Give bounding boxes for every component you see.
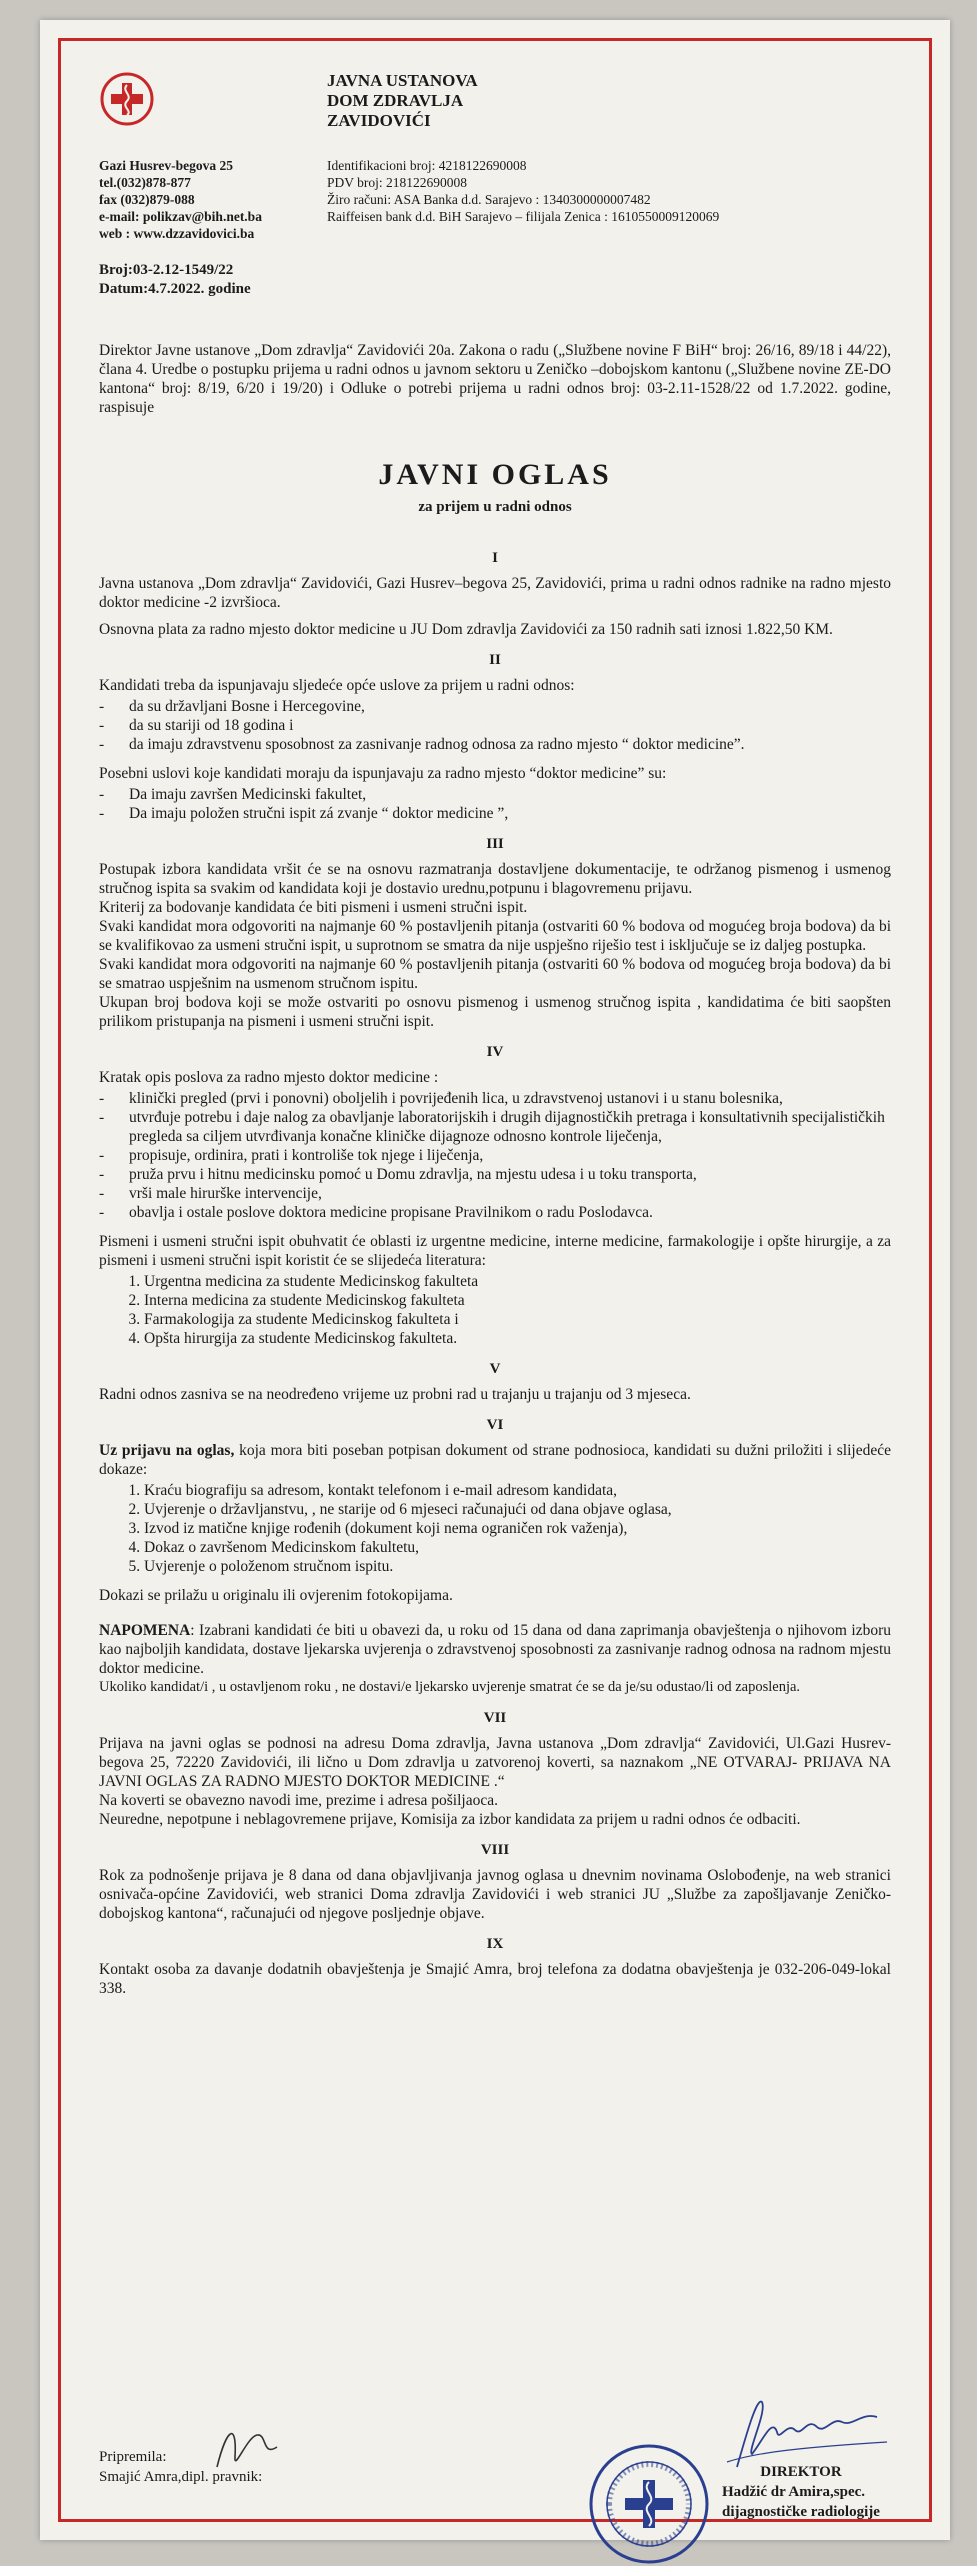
rejection-paragraph: Neuredne, nepotpune i neblagovremene prijave, Komisija za izbor kandidata za prijem u radni odnos će odbaciti. [99, 1811, 801, 1828]
official-stamp [587, 2442, 711, 2566]
list-item: - klinički pregled (prvi i ponovni) oboljelih i povrijeđenih lica, u zdravstvenoj ustanovi i u stanu bolesnika, [129, 1089, 891, 1108]
list-item: - da imaju zdravstvenu sposobnost za zasnivanje radnog odnosa za radno mjesto “ doktor medicine”. [129, 735, 891, 754]
director-block [722, 2462, 880, 2522]
document-body [99, 341, 891, 2006]
list-item: 2. Interna medicina za studente Medicinskog fakulteta [144, 1291, 891, 1310]
list-item: - propisuje, ordinira, prati i kontroliše tok njege i liječenja, [129, 1146, 891, 1165]
written-exam-paragraph: Svaki kandidat mora odgovoriti na najmanje 60 % postavljenih pitanja (ostvariti 60 % bodova od mogućeg broja bodova) da bi se kvalifikovao za usmeni stručni ispit, u suprotnom se smatra da nije uspješno riješio test i isključuje se iz daljeg postupka. [99, 918, 891, 954]
list-item: - obavlja i ostale poslove doktora medicine propisane Pravilnikom o radu Poslodavca. [129, 1203, 891, 1222]
section-heading-1: I [492, 550, 498, 566]
points-paragraph: Ukupan broj bodova koji se može ostvariti po osnovu pismenog i usmenog stručnog ispita , kandidatima će biti saopšten prilikom pristupanja na pismeni i usmeni stručni ispit. [99, 994, 891, 1030]
application-intro: Uz prijavu na oglas, koja mora biti poseban potpisan dokument od strane podnosioca, kandidati su dužni priložiti i slijedeće dokaze: [99, 1442, 891, 1478]
duties-list [99, 1089, 891, 1222]
director-name: Hadžić dr Amira,spec. [722, 2484, 866, 2500]
institution-name: JAVNA USTANOVA DOM ZDRAVLJA ZAVIDOVIĆI [327, 71, 478, 130]
document-page [40, 20, 950, 2540]
list-item: 1. Urgentna medicina za studente Medicinskog fakulteta [144, 1272, 891, 1291]
list-item: - utvrđuje potrebu i daje nalog za obavljanje laboratorijskih i drugih dijagnostičkih pretraga i konsultativnih specijalističkih pregleda sa ciljem utvrđivanja konačne kliničke dijagnoze odnosno kontrole liječenja, [129, 1108, 891, 1146]
director-signature [717, 2392, 897, 2472]
list-item: 2. Uvjerenje o državljanstvu, , ne starije od 6 mjeseci računajući od dana objave oglasa, [144, 1500, 891, 1519]
list-item: 3. Farmakologija za studente Medicinskog fakulteta i [144, 1310, 891, 1329]
director-title: dijagnostičke radiologije [722, 2504, 880, 2520]
envelope-paragraph: Na koverti se obavezno navodi ime, prezime i adresa pošiljaoca. [99, 1792, 498, 1809]
list-item: - vrši male hirurške intervencije, [129, 1184, 891, 1203]
document-reference [99, 261, 251, 299]
submission-paragraph: Prijava na javni oglas se podnosi na adresu Doma zdravlja, Javna ustanova „Dom zdravlja“ Zavidovići, Ul.Gazi Husrev-begova 25, 72220 Zavidovići, ili lično u Dom zdravlja u zatvorenoj koverti, sa naznakom „NE OTVARAJ- PRIJAVA NA JAVNI OGLAS ZA RADNO MJESTO DOKTOR MEDICINE .“ [99, 1735, 891, 1790]
section-heading-5: V [489, 1361, 501, 1377]
section-heading-2: II [489, 652, 501, 668]
special-conditions-list [99, 785, 891, 823]
list-item: - da su državljani Bosne i Hercegovine, [129, 697, 891, 716]
list-item: - pruža prvu i hitnu medicinsku pomoć u Domu zdravlja, na mjestu udesa i u toku transporta, [129, 1165, 891, 1184]
oral-exam-paragraph: Svaki kandidat mora odgovoriti na najmanje 60 % postavljenih pitanja (ostvariti 60 % bodova od mogućeg broja bodova) da bi se smatrao uspješnim na usmenom stručnom ispitu. [99, 956, 891, 992]
contact-person-paragraph: Kontakt osoba za davanje dodatnih obavještenja je Smajić Amra, broj telefona za dodatna obavještenja je 032-206-049-lokal 338. [99, 1961, 891, 1997]
salary-paragraph: Osnovna plata za radno mjesto doktor medicine u JU Dom zdravlja Zavidovići za 150 radnih sati iznosi 1.822,50 KM. [99, 621, 833, 638]
list-item: - da su stariji od 18 godina i [129, 716, 891, 735]
section-heading-7: VII [483, 1710, 507, 1726]
criteria-paragraph: Kriterij za bodovanje kandidata će biti pismeni i usmeni stručni ispit. [99, 899, 528, 916]
list-item: 3. Izvod iz matične knjige rođenih (dokument koji nema ograničen rok važenja), [144, 1519, 891, 1538]
list-item: 4. Opšta hirurgija za studente Medicinskog fakulteta. [144, 1329, 891, 1348]
section-1-paragraph: Javna ustanova „Dom zdravlja“ Zavidovići, Gazi Husrev–begova 25, Zavidovići, prima u radni odnos radnike na radno mjesto doktor medicine -2 izvršioca. [99, 575, 891, 611]
list-item: 1. Kraću biografiju sa adresom, kontakt telefonom i e-mail adresom kandidata, [144, 1481, 891, 1500]
duties-intro: Kratak opis poslova za radno mjesto doktor medicine : [99, 1069, 439, 1086]
list-item: - Da imaju završen Medicinski fakultet, [129, 785, 891, 804]
prepared-by-block: Pripremila: Smajić Amra,dipl. pravnik: [99, 2449, 263, 2485]
health-center-logo [99, 71, 155, 127]
originals-paragraph: Dokazi se prilažu u originalu ili ovjerenim fotokopijama. [99, 1587, 453, 1604]
document-date: Datum:4.7.2022. godine [99, 281, 251, 297]
exam-areas-paragraph: Pismeni i usmeni stručni ispit obuhvatit će oblasti iz urgentne medicine, interne medicine, farmakologije i opšte hirurgije, a za pismeni i usmeni stručni ispit koristit će se slijedeća literatura: [99, 1233, 891, 1269]
general-conditions-list [99, 697, 891, 754]
note-paragraph: NAPOMENA: Izabrani kandidati će biti u obavezi da, u roku od 15 dana od dana zaprimanja obavještenja o njihovom izboru kao najboljih kandidata, dostave ljekarska uvjerenja o zdravstvenoj sposobnosti za zasnivanje radnog odnosa na radnom mjestu doktor medicine. [99, 1622, 891, 1677]
required-documents-list [99, 1481, 891, 1576]
document-subtitle: za prijem u radni odnos [418, 499, 572, 515]
general-conditions-intro: Kandidati treba da ispunjavaju sljedeće opće uslove za prijem u radni odnos: [99, 677, 575, 694]
withdrawal-paragraph: Ukoliko kandidat/i , u ostavljenom roku , ne dostavi/e ljekarsko uvjerenje smatrat će se da je/su odustao/li od zaposlenja. [99, 1679, 801, 1695]
selection-paragraph: Postupak izbora kandidata vršit će se na osnovu razmatranja dostavljene dokumentacije, te održanog pismenog i usmenog stručnog ispita sa svakim od kandidata koji je dostavio urednu,potpunu i blagovremenu prijavu. [99, 861, 891, 897]
section-heading-4: IV [486, 1044, 504, 1060]
reference-number: Broj:03-2.12-1549/22 [99, 262, 234, 278]
section-heading-3: III [486, 836, 504, 852]
literature-list [99, 1272, 891, 1348]
document-title: JAVNI OGLAS [378, 458, 612, 491]
deadline-paragraph: Rok za podnošenje prijava je 8 dana od dana objavljivanja javnog oglasa u dnevnim novinama Oslobođenje, na web stranici osnivača-općine Zavidovići, web stranici Doma zdravlja Zavidovići i web stranici JU „Službe za zapošljavanje Zeničko-dobojskog kantona“, računajući od njegove posljednje objave. [99, 1867, 891, 1922]
special-conditions-intro: Posebni uslovi koje kandidati moraju da ispunjavaju za radno mjesto “doktor medicine” su: [99, 765, 667, 782]
contact-info: Gazi Husrev-begova 25 tel.(032)878-877 fax (032)879-088 e-mail: polikzav@bih.net.ba web : www.dzzavidovici.ba [99, 158, 262, 241]
section-heading-8: VIII [480, 1842, 510, 1858]
list-item: 5. Uvjerenje o položenom stručnom ispitu. [144, 1557, 891, 1576]
red-border-frame [58, 38, 932, 2522]
list-item: - Da imaju položen stručni ispit zá zvanje “ doktor medicine ”, [129, 804, 891, 823]
director-label: DIREKTOR [760, 2464, 842, 2480]
bank-info: Identifikacioni broj: 4218122690008 PDV broj: 218122690008 Žiro računi: ASA Banka d.d. Sarajevo : 1340300000007482 Raiffeisen bank d.d. BiH Sarajevo – filijala Zenica : 1610550009120069 [327, 158, 720, 224]
section-heading-6: VI [486, 1417, 504, 1433]
list-item: 4. Dokaz o završenom Medicinskom fakultetu, [144, 1538, 891, 1557]
employment-term-paragraph: Radni odnos zasniva se na neodređeno vrijeme uz probni rad u trajanju u trajanju od 3 mjeseca. [99, 1386, 691, 1403]
intro-paragraph: Direktor Javne ustanove „Dom zdravlja“ Zavidovići 20a. Zakona o radu („Službene novine F BiH“ broj: 26/16, 89/18 i 44/22), člana 4. Uredbe o postupku prijema u radni odnos u javnom sektoru u Zeničko –dobojskom kantonu („Službene novine ZE-DO kantona“ broj: 8/19, 6/20 i 19/20) i Odluke o potrebi prijema u radni odnos broj: 03-2.11-1528/22 od 1.7.2022. godine, raspisuje [99, 342, 891, 416]
section-heading-9: IX [486, 1936, 504, 1952]
